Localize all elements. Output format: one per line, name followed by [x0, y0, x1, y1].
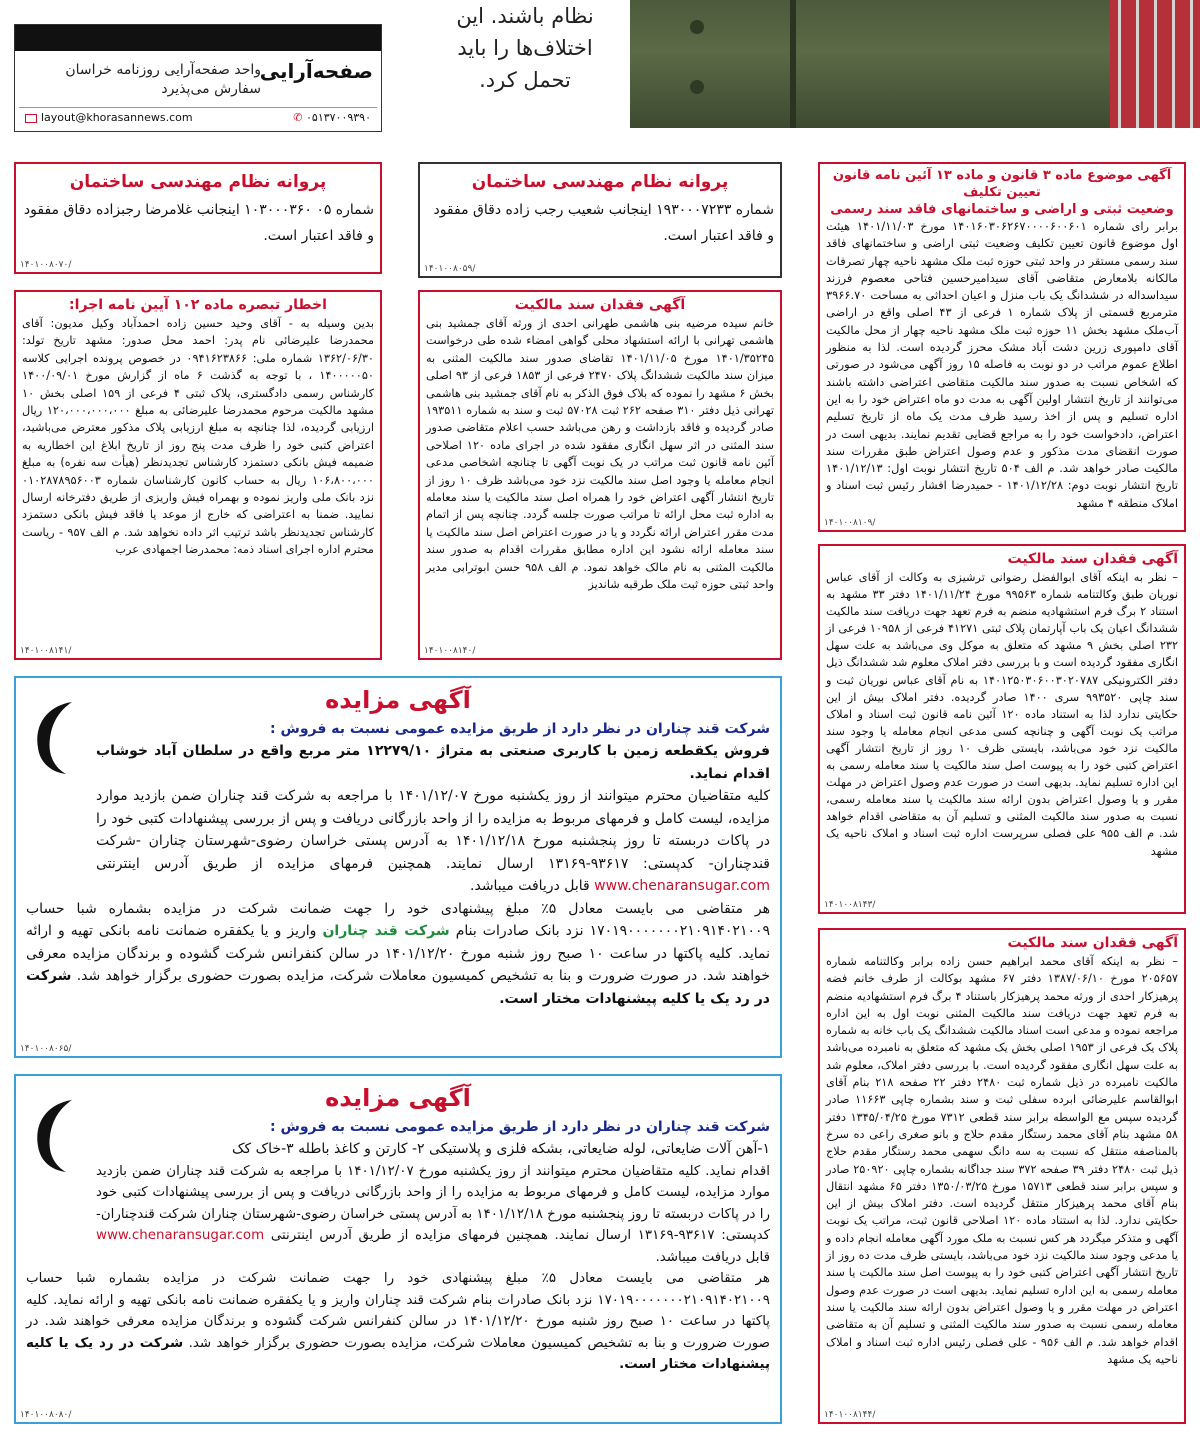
- auction-ad-1-final: شرکت در رد یک یا کلیه پیشنهادات مختار است.: [26, 968, 770, 1007]
- auction-ad-2-final: شرکت در رد یک یا کلیه پیشنهادات مختار است.: [26, 1335, 770, 1372]
- law3-notice-code: ۱۴۰۱۰۰۸۱۰۹/: [824, 518, 876, 528]
- email-text: layout@khorasannews.com: [41, 111, 193, 124]
- quote-line3: تحمل کرد.: [479, 68, 571, 92]
- lost-deed-notice-2-body: – نظر به اینکه آقای ابوالفضل رضوانی ترشیزی به وکالت از آقای عباس نوریان طبق وکالتنامه شماره ۹۹۵۶۳ مورخ ۱۴۰۱/۱۱/۲۴ دفتر ۳۳ مشهد به استناد ۲ برگ فرم استشهادیه منضم به فرم تعهد جهت دریافت سند مالکیت ششدانگ اعیان یک باب آپارتمان پلاک ثبتی ۴۱۲۷۱ فرعی از ۱۰۹۵۸ فرعی از ۲۳۲ اصلی بخش ۹ مشهد که متعلق به موکل وی می‌باشد به علت سهل انگاری مفقود گردیده است و با بررسی دفتر املاک معلوم شد ششدانگ ذیل دفتر الکترونیکی ۱۴۰۱۲۵۰۳۰۶۰۰۳۰۲۰۷۸۷ به نام آقای عباس نوریان ثبت و سند چاپی ۹۹۳۵۲۰ سری ۱۴۰۰ صادر گردیده. دفتر املاک بیش از این حکایتی ندارد لذا به استناد ماده ۱۲۰ آئین نامه قانون ثبت اسناد و املاک مراتب یک نوبت آگهی و چنانچه کسی مدعی انجام معامله یا وجود سند مالکیت نزد خود می‌باشد، بایستی ظرف ۱۰ روز از تاریخ انتشار آگهی اعتراض کتبی خود را به پیوست اصل سند مالکیت یا سند معامله رسمی به این اداره تسلیم نماید. بدیهی است در صورت عدم وصول اعتراض در مهلت مقرر و یا وصول اعتراض بدون ارائه سند مالکیت یا سند معامله رسمی، نسبت به صدور سند مالکیت المثنی و تسلیم آن به متقاضی اقدام خواهد شد. م الف ۹۵۵ علی فصلی سرپرست اداره ثبت اسناد و املاک ناحیه یک مشهد: [826, 571, 1179, 858]
- phone-icon: ✆: [293, 111, 303, 124]
- lost-deed-notice-3: [818, 928, 1186, 1424]
- lost-deed-notice-1-code: ۱۴۰۱۰۰۸۱۴۰/: [424, 646, 476, 656]
- execution-warning-title: اخطار تبصره ماده ۱۰۲ آیین نامه اجرا:: [69, 297, 327, 313]
- auction-ad-1-p1-text: کلیه متقاضیان محترم میتوانند از روز یکشنبه مورخ ۱۴۰۱/۱۲/۰۷ با مراجعه به شرکت قند چناران ضمن بازدید موارد مزایده، لیست کامل و فرمهای مربوط به مزایده را از واحد بازرگانی دریافت و پس از بررسی پیشنهادات کتبی خود را در پاکات دربسته تا روز پنجشنبه مورخ ۱۴۰۱/۱۲/۱۸ به آدرس پستی خراسان رضوی-شهرستان چناران -شرکت قندچناران- کدپستی: ۹۳۶۱۷-۱۳۱۶۹ ارسال نمایند. همچنین فرمهای مزایده از طریق آدرس اینترنتی: [96, 788, 771, 872]
- lost-deed-notice-3-body: – نظر به اینکه آقای محمد ابراهیم حسن زاده برابر وکالتنامه شماره ۲۰۵۶۵۷ مورخ ۱۳۸۷/۰۶/۱۰ دفتر ۶۷ مشهد بوکالت از طرف خانم فضه پرهیزکار احدی از ورثه محمد پرهیزکار باستناد ۴ برگ فرم استشهادیه منضم به فرم تعهد جهت دریافت سند مالکیت المثنی نوبت اول به این اداره مراجعه نموده و مدعی است اسناد مالکیت ششدانگ یک باب خانه به شماره پلاک یک فرعی از ۱۹۵۳ اصلی بخش یک مشهد که متعلق به نامبرده می‌باشد به علت سهل انگاری مفقود گردیده است. با بررسی دفتر املاک، معلوم شد مالکیت نامبرده در ذیل شماره ثبت ۲۴۸۰ دفتر ۲۲ صفحه ۲۱۸ بنام آقای ابوالقاسم علیرضائی ابرده سفلی ثبت و سند بشماره چاپی ۱۱۶۶۳ صادر گردیده سپس مع الواسطه برابر سند قطعی ۷۳۱۲ مورخ ۱۳۴۵/۰۴/۲۵ دفتر ۵۸ مشهد بنام آقای محمد رستگار مقدم حلاج و بانو صغری راعی ده سرخ بالمناصفه منتقل که نسبت به سه دانگ سهمی محمد رستگار مقدم حلاج ذیل ثبت ۲۴۸۰ دفتر ۳۹ صفحه ۳۷۲ سند جداگانه بشماره چاپی ۲۵۰۹۲۰ صادر و سپس برابر سند قطعی ۱۵۷۱۳ مورخ ۱۳۵۰/۰۳/۲۵ دفتر ۶۵ مشهد انتقال بنام آقای محمد پرهیزکار منتقل گردیده است. دفتر املاک بیش از این حکایتی ندارد. لذا به استناد ماده ۱۲۰ اصلاحی قانون ثبت، مراتب یک نوبت آگهی و متذکر میگردد هر کس نسبت به ملک مورد آگهی معامله انجام داده و یا مدعی وجود سند مالکیت نزد خود می‌باشد، بایستی ظرف مدت ده روز از تاریخ انتشار آگهی اعتراض کتبی خود را به پیوست اصل سند مالکیت یا سند معامله رسمی به این اداره تسلیم نماید. بدیهی است در صورت عدم وصول اعتراض در مهلت مقرر و یا وصول اعتراض بدون ارائه سند مالکیت یا سند معامله رسمی نسبت به صدور سند مالکیت المثنی و تسلیم آن به متقاضی اقدام خواهد شد. م الف ۹۵۶ - علی فصلی رئیس اداره ثبت اسناد و املاک ناحیه یک مشهد: [826, 955, 1179, 1366]
- permit-ad-2-code: ۱۴۰۱۰۰۸۰۷۰/: [20, 260, 72, 270]
- auction-ad-2-p1-end: قابل دریافت میباشد.: [655, 1249, 770, 1265]
- mail-icon: [25, 114, 37, 123]
- quote-text: [420, 0, 630, 128]
- phone-contact[interactable]: [293, 111, 371, 124]
- permit-ad-2-title: پروانه نظام مهندسی ساختمان: [69, 172, 327, 192]
- auction-ad-2-lead: شرکت قند چناران در نظر دارد از طریق مزایده عمومی نسبت به فروش :: [270, 1119, 770, 1135]
- auction-ad-1: [14, 676, 782, 1058]
- chenaran-logo-icon: [26, 696, 82, 776]
- permit-ad-1-body: شماره ۱۹۳۰۰۰۷۲۳۳ اینجانب شعیب رجب زاده دقاق مفقود و فاقد اعتبار است.: [433, 202, 774, 244]
- layout-ad-desc-line1: واحد صفحه‌آرایی روزنامه خراسان: [65, 62, 261, 78]
- auction-ad-2-p2-text: هر متقاضی می بایست معادل ۵٪ مبلغ پیشنهادی خود را جهت ضمانت شرکت در مزایده بشماره شبا حساب ۱۷۰۱۹۰۰۰۰۰۰۰۲۱۰۹۱۴۰۲۱۰۰۹ نزد بانک صادرات بنام شرکت قند چناران واریز و یا یکفقره ضمانت نامه بانکی تهیه و ارائه نماید. کلیه پاکتها در ساعت ۱۰ صبح روز شنبه مورخ ۱۴۰۱/۱۲/۲۰ در سالن کنفرانس شرکت گشوده و برندگان مزایده معرفی خواهند شد. در صورت ضرورت و بنا به تشخیص کمیسیون معاملات شرکت، مزایده بصورت حضوری برگزار خواهد شد.: [26, 1271, 770, 1351]
- execution-warning-body: بدین وسیله به - آقای وحید حسین زاده احمدآباد وکیل مدیون: آقای محمدرضا علیرضائی نام پدر: احمد محل صدور: مشهد تاریخ تولد: ۱۳۶۲/۰۶/۳۰ شماره ملی: ۰۹۴۱۶۲۳۸۶۶ در خصوص پرونده اجرایی کلاسه ۱۴۰۰۰۰۰۵۰ ، با توجه به گذشت ۶ ماه از گزارش مورخ ۱۴۰۰/۰۹/۰۱ کارشناس رسمی دادگستری، پلاک ثبتی ۴ فرعی از ۱۵۹ اصلی بخش ۱۰ مشهد مالکیت مرحوم محمدرضا علیرضائی به مبلغ ۱۲۰،۰۰۰،۰۰۰،۰۰۰ ریال ارزیابی گردیده، لذا چنانچه به مبلغ ارزیابی پلاک مذکور معترض می‌باشید، اعتراض کتبی خود را ظرف مدت پنج روز از تاریخ ابلاغ این اخطاریه به ضمیمه فیش بانکی دستمزد کارشناس تجدیدنظر (هیأت سه نفره) به مبلغ ۱۰۶،۸۰۰،۰۰۰ ریال به حساب کانون کارشناسان شماره ۰۱۰۲۸۷۸۹۵۶۰۰۳ نزد بانک ملی واریز نموده و بهمراه فیش واریزی از طریق دفترخانه ارسال نمایید. ضمنا به اعتراضی که خارج از موعد یا فاقد فیش بانکی دستمزد کارشناس تجدیدنظر باشد ترتیب اثر داده نخواهد شد. م الف ۹۵۷ - ریاست محترم اداره اجرای اسناد ذمه: محمدرضا اجمهادی عرب: [22, 317, 375, 557]
- auction-ad-1-code: ۱۴۰۱۰۰۸۰۶۵/: [20, 1044, 72, 1054]
- permit-ad-2-body: شماره ۰۵ ۱۰۳۰۰۰۳۶۰ اینجانب غلامرضا رجبزاده دقاق مفقود و فاقد اعتبار است.: [23, 202, 374, 244]
- layout-ad-description: [21, 61, 261, 99]
- auction-ad-2-website-link[interactable]: www.chenaransugar.com: [96, 1228, 265, 1243]
- photo-button-decor: [690, 20, 704, 34]
- auction-ad-2-paragraph1: [96, 1161, 770, 1269]
- auction-ad-1-p1-end: قابل دریافت میباشد.: [470, 878, 590, 894]
- auction-ad-1-website-link[interactable]: www.chenaransugar.com: [594, 878, 770, 894]
- auction-ad-2: [14, 1074, 782, 1424]
- photo-button-decor: [690, 80, 704, 94]
- auction-ad-1-p2a: هر متقاضی می بایست معادل ۵٪ مبلغ پیشنهادی خود را جهت ضمانت شرکت در مزایده بشماره شبا حساب ۱۷۰۱۹۰۰۰۰۰۰۰۲۱۰۹۱۴۰۲۱۰۰۹ نزد بانک صادرات بنام: [26, 900, 771, 939]
- lost-deed-notice-1: [418, 290, 782, 660]
- permit-ad-1: [418, 162, 782, 278]
- layout-ad-desc-line2: سفارش می‌پذیرد: [161, 81, 261, 97]
- auction-ad-2-title: آگهی مزایده: [325, 1084, 471, 1112]
- execution-warning: [14, 290, 382, 660]
- phone-text: ۰۵۱۳۷۰۰۹۳۹۰: [306, 111, 371, 124]
- quote-line2: اختلاف‌ها را باید: [457, 36, 593, 60]
- lost-deed-notice-1-body: خانم سیده مرضیه بنی هاشمی طهرانی احدی از ورثه آقای جمشید بنی هاشمی تهرانی با ارائه استشهاد محلی گواهی امضاء شده طی درخواست ۱۴۰۱/۳۵۲۴۵ مورخ ۱۴۰۱/۱۱/۰۵ تقاضای صدور سند مالکیت المثنی به میزان سند مالکیت ششدانگ پلاک ۲۴۷۰ فرعی از ۱۸۵۳ فرعی از ۹۳ اصلی بخش ۶ مشهد را نموده که بلاک فوق الذکر به نام آقای جمشید بنی هاشمی تهرانی ذیل دفتر ۳۱۰ صفحه ۲۶۲ ثبت ۵۷۰۲۸ ثبت و سند به شماره ۱۹۳۵۱۱ صادر گردیده و فاقد بازداشت و رهن می‌باشد حسب اعلام متقاضی صدور سند المثنی در اثر سهل انگاری مفقود شده در اجرای ماده ۱۲۰ اصلاحی آئین نامه قانون ثبت مراتب در یک نوبت آگهی تا چنانچه اشخاصی مدعی انجام معامله یا وجود اصل سند مالکیت نزد خود می‌باشد ظرف ۱۰ روز از تاریخ انتشار آگهی اعتراض خود را همراه اصل سند مالکیت یا سند معامله به اداره ثبت محل ارائه تا مراتب صورت جلسه گردد. چنانچه پس از اتمام مدت مقرر اعتراض ارائه نگردد و یا در صورت اعتراض اصل سند مالکیت یا سند معامله ارائه نشود این اداره مطابق مقررات اقدام به صدور سند مالکیت المثنی به نام مالک خواهد نمود. م الف ۹۵۸ حسن ابوترابی مدیر واحد ثبتی حوزه ثبت ملک طرقبه شاندیز: [426, 317, 774, 592]
- law3-notice-body: برابر رای شماره ۱۴۰۱۶۰۳۰۶۲۶۷۰۰۰۰۶۰۰۶۰۱ مورخ ۱۴۰۱/۱۱/۰۳ هیئت اول موضوع قانون تعیین تکلیف وضعیت ثبتی اراضی و ساختمانهای فاقد سند رسمی مستقر در واحد ثبتی حوزه ثبت ملک مشهد ناحیه چهار تصرفات مالکانه بلامعارض متقاضی آقای سیدامیرحسین فتاحی معصوم فرزند سیداسداله در ششدانگ یک باب منزل و اعیان احداثی به مساحت ۳۹۶۶.۷۰ مترمربع قسمتی از پلاک شماره ۱ فرعی از ۴۳ اصلی واقع در اراضی آب‌ملک مشهد بخش ۱۱ حوزه ثبت ملک مشهد ناحیه چهار از محل مالکیت آقای دامپوری زرین دشت آباد مشک محرز گردیده است. لذا به منظور اطلاع عموم مراتب در دو نوبت به فاصله ۱۵ روز آگهی می‌شود در صورتی که اشخاص نسبت به صدور سند مالکیت متقاضی اعتراضی داشته باشند می‌توانند از تاریخ انتشار اولین آگهی به مدت دو ماه اعتراض خود را به این اداره تسلیم و پس از اخذ رسید ظرف مدت یک ماه از تاریخ تسلیم اعتراض، دادخواست خود را به مراجع قضایی تقدیم نمایند. بدیهی است در صورت انقضای مدت مذکور و عدم وصول اعتراض طبق مقررات سند مالکیت صادر خواهد شد. م الف ۵۰۴ تاریخ انتشار نوبت اول: ۱۴۰۱/۱۲/۱۳ تاریخ انتشار نوبت دوم: ۱۴۰۱/۱۲/۲۸ - حمیدرضا افشار رئیس ثبت اسناد و املاک منطقه ۴ مشهد: [826, 219, 1178, 510]
- auction-ad-1-title: آگهی مزایده: [325, 686, 471, 714]
- auction-ad-2-code: ۱۴۰۱۰۰۸۰۸۰/: [20, 1410, 72, 1420]
- layout-ad-title: صفحه‌آرایی: [259, 59, 373, 83]
- auction-ad-1-sale: فروش یکقطعه زمین با کاربری صنعتی به متراژ ۱۲۲۷۹/۱۰ متر مربع واقع در سلطان آباد خوشاب اقدام نماید.: [96, 743, 770, 782]
- permit-ad-1-code: ۱۴۰۱۰۰۸۰۵۹/: [424, 264, 476, 274]
- auction-ad-2-p1-text: اقدام نماید. کلیه متقاضیان محترم میتوانند از روز یکشنبه مورخ ۱۴۰۱/۱۲/۰۷ با مراجعه به شرکت قند چناران ضمن بازدید موارد مزایده، لیست کامل و فرمهای مربوط به مزایده را از واحد بازرگانی دریافت و پس از بررسی پیشنهادات کتبی خود را در پاکات دربسته تا روز پنجشنبه مورخ ۱۴۰۱/۱۲/۱۸ به آدرس پستی خراسان رضوی-شهرستان چناران شرکت قندچناران- کدپستی: ۹۳۶۱۷-۱۳۱۶۹ ارسال نمایند. همچنین فرمهای مزایده از طریق آدرس اینترنتی: [96, 1163, 770, 1243]
- auction-ad-1-p2b: واریز و یا یکفقره ضمانت نامه بانکی تهیه و ارائه نماید. کلیه پاکتها در ساعت ۱۰ صبح روز شنبه مورخ ۱۴۰۱/۱۲/۲۰ در سالن کنفرانس شرکت گشوده و برندگان مزایده معرفی خواهند شد. در صورت ضرورت و بنا به تشخیص کمیسیون معاملات شرکت، مزایده بصورت حضوری برگزار خواهد شد.: [26, 923, 770, 984]
- auction-ad-2-paragraph2: [26, 1268, 770, 1376]
- lost-deed-notice-2: [818, 544, 1186, 914]
- law3-notice-title1: آگهی موضوع ماده ۳ قانون و ماده ۱۳ آئین نامه قانون تعیین تکلیف: [832, 168, 1172, 200]
- chenaran-logo-icon: [26, 1094, 82, 1174]
- auction-ad-1-paragraph2: [26, 898, 770, 1011]
- lost-deed-notice-3-title: آگهی فقدان سند مالکیت: [1007, 935, 1178, 951]
- layout-ad-header-bar: [15, 25, 381, 51]
- photo-shirt: [1110, 0, 1200, 128]
- lost-deed-notice-2-title: آگهی فقدان سند مالکیت: [1007, 551, 1178, 567]
- auction-ad-1-paragraph1: [96, 785, 770, 898]
- email-contact[interactable]: [25, 111, 193, 124]
- layout-ad-contact: [19, 107, 377, 127]
- law3-notice: [818, 162, 1186, 532]
- lost-deed-notice-1-title: آگهی فقدان سند مالکیت: [514, 297, 686, 313]
- news-photo: [630, 0, 1200, 128]
- permit-ad-1-title: پروانه نظام مهندسی ساختمان: [471, 172, 729, 192]
- permit-ad-2: [14, 162, 382, 274]
- law3-notice-title2: وضعیت ثبتی و اراضی و ساختمانهای فاقد سند رسمی: [830, 202, 1174, 217]
- auction-ad-1-company-name: شرکت قند چناران: [322, 923, 450, 939]
- auction-ad-1-lead: شرکت قند چناران در نظر دارد از طریق مزایده عمومی نسبت به فروش :: [270, 721, 770, 737]
- lost-deed-notice-3-code: ۱۴۰۱۰۰۸۱۴۴/: [824, 1410, 876, 1420]
- auction-ad-2-sale: ۱-آهن آلات ضایعاتی، لوله ضایعاتی، بشکه فلزی و پلاستیکی ۲- کارتن و کاغذ باطله ۳-خاک کک: [232, 1141, 770, 1157]
- photo-jacket-zip: [790, 0, 796, 128]
- execution-warning-code: ۱۴۰۱۰۰۸۱۴۱/: [20, 646, 72, 656]
- lost-deed-notice-2-code: ۱۴۰۱۰۰۸۱۴۳/: [824, 900, 876, 910]
- quote-line1: نظام باشند. این: [456, 4, 594, 28]
- layout-service-ad: [14, 24, 382, 132]
